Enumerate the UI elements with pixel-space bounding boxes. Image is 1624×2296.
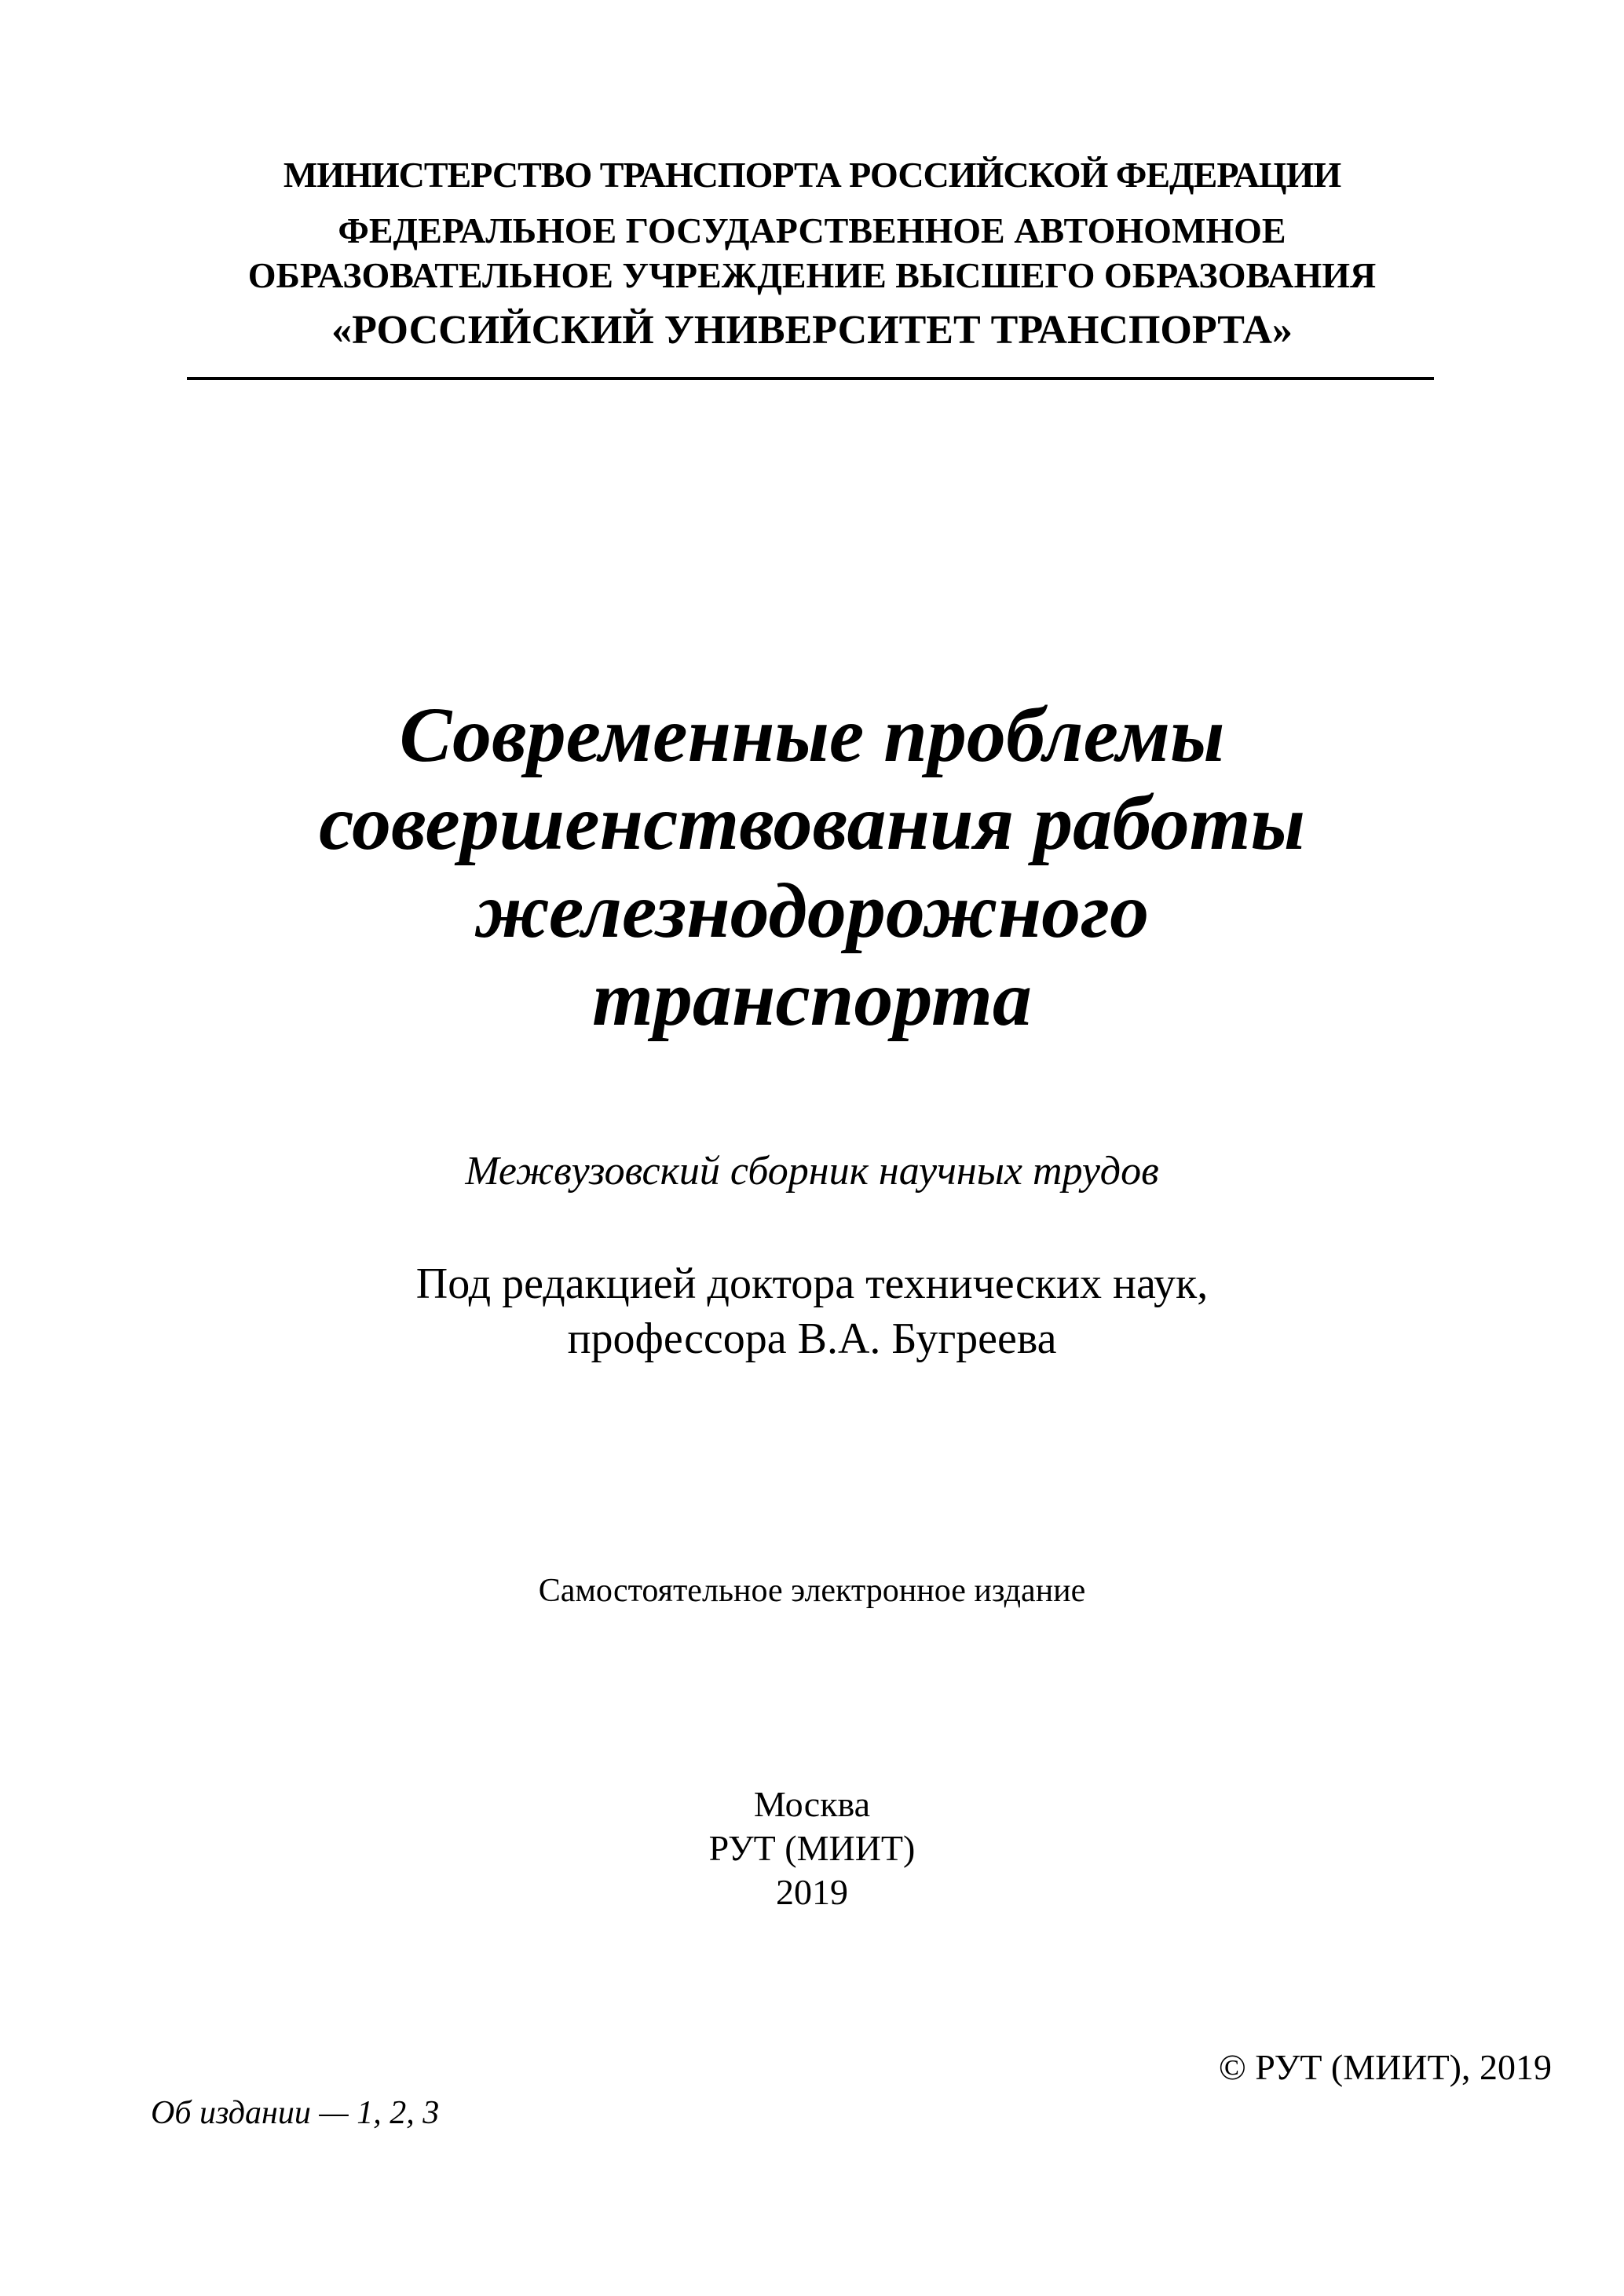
imprint-city: Москва: [753, 1784, 871, 1824]
title-line-3: железнодорожного: [474, 867, 1150, 954]
title-line-4: транспорта: [592, 955, 1032, 1042]
header-divider: [187, 377, 1434, 380]
book-subtitle: Межвузовский сборник научных трудов: [465, 1149, 1159, 1194]
editor-block: [0, 1256, 1624, 1366]
title-line-1: Современные проблемы: [399, 691, 1225, 778]
institution-line-2: ОБРАЗОВАТЕЛЬНОЕ УЧРЕЖДЕНИЕ ВЫСШЕГО ОБРАЗОВАНИЯ: [247, 255, 1377, 295]
copyright-notice: © РУТ (МИИТ), 2019: [1218, 2047, 1552, 2087]
about-edition-link[interactable]: Об издании — 1, 2, 3: [151, 2095, 440, 2131]
book-title: [0, 691, 1624, 1043]
editor-line-2: профессора В.А. Бугреева: [567, 1314, 1057, 1363]
header-block: [0, 153, 1624, 356]
title-line-2: совершенствования работы: [319, 779, 1305, 866]
imprint-year: 2019: [776, 1872, 848, 1912]
editor-line-1: Под редакцией доктора технических наук,: [415, 1260, 1209, 1308]
imprint-block: [0, 1782, 1624, 1914]
ministry-name: МИНИСТЕРСТВО ТРАНСПОРТА РОССИЙСКОЙ ФЕДЕРАЦИИ: [283, 155, 1341, 195]
university-name: «РОССИЙСКИЙ УНИВЕРСИТЕТ ТРАНСПОРТА»: [331, 308, 1293, 353]
edition-type: Самостоятельное электронное издание: [538, 1573, 1086, 1609]
institution-line-1: ФЕДЕРАЛЬНОЕ ГОСУДАРСТВЕННОЕ АВТОНОМНОЕ: [338, 210, 1286, 250]
imprint-publisher: РУТ (МИИТ): [708, 1828, 916, 1868]
